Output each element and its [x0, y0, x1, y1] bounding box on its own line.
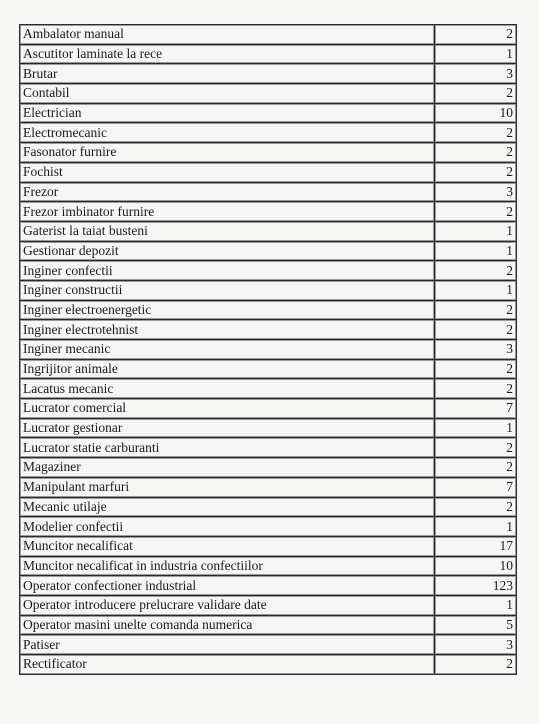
- positions-count-cell: 2: [435, 438, 517, 458]
- occupation-cell: Muncitor necalificat in industria confectiilor: [20, 556, 435, 576]
- occupation-cell: Fochist: [20, 162, 435, 182]
- occupation-cell: Ambalator manual: [20, 25, 435, 45]
- occupation-cell: Lucrator gestionar: [20, 418, 435, 438]
- positions-count-cell: 1: [435, 44, 517, 64]
- positions-count-cell: 123: [435, 576, 517, 596]
- table-row: [20, 221, 517, 241]
- table-row: [20, 497, 517, 517]
- occupation-cell: Brutar: [20, 64, 435, 84]
- table-row: [20, 103, 517, 123]
- table-row: [20, 536, 517, 556]
- table-row: [20, 143, 517, 163]
- table-row: [20, 359, 517, 379]
- occupation-cell: Ingrijitor animale: [20, 359, 435, 379]
- table-row: [20, 655, 517, 675]
- positions-count-cell: 2: [435, 300, 517, 320]
- occupation-cell: Electromecanic: [20, 123, 435, 143]
- positions-count-cell: 2: [435, 25, 517, 45]
- positions-count-cell: 17: [435, 536, 517, 556]
- table-row: [20, 576, 517, 596]
- positions-count-cell: 3: [435, 64, 517, 84]
- occupation-cell: Inginer electroenergetic: [20, 300, 435, 320]
- positions-count-cell: 2: [435, 162, 517, 182]
- table-row: [20, 202, 517, 222]
- positions-count-cell: 10: [435, 556, 517, 576]
- occupation-cell: Inginer mecanic: [20, 340, 435, 360]
- table-row: [20, 300, 517, 320]
- table-row: [20, 64, 517, 84]
- occupation-cell: Contabil: [20, 84, 435, 104]
- occupation-cell: Muncitor necalificat: [20, 536, 435, 556]
- positions-count-cell: 3: [435, 635, 517, 655]
- occupation-cell: Lucrator statie carburanti: [20, 438, 435, 458]
- positions-count-cell: 2: [435, 84, 517, 104]
- positions-count-cell: 2: [435, 497, 517, 517]
- table-row: [20, 418, 517, 438]
- table-row: [20, 320, 517, 340]
- table-body: [20, 25, 517, 675]
- occupation-cell: Inginer constructii: [20, 280, 435, 300]
- table-row: [20, 556, 517, 576]
- table-row: [20, 379, 517, 399]
- occupation-cell: Mecanic utilaje: [20, 497, 435, 517]
- positions-count-cell: 1: [435, 517, 517, 537]
- occupation-cell: Fasonator furnire: [20, 143, 435, 163]
- table-row: [20, 477, 517, 497]
- table-row: [20, 44, 517, 64]
- occupation-cell: Operator introducere prelucrare validare date: [20, 595, 435, 615]
- occupation-cell: Frezor imbinator furnire: [20, 202, 435, 222]
- occupation-cell: Gestionar depozit: [20, 241, 435, 261]
- occupation-cell: Frezor: [20, 182, 435, 202]
- table-row: [20, 241, 517, 261]
- job-openings-table: [19, 24, 517, 675]
- table-row: [20, 615, 517, 635]
- positions-count-cell: 2: [435, 143, 517, 163]
- table-row: [20, 261, 517, 281]
- table-row: [20, 399, 517, 419]
- table-row: [20, 458, 517, 478]
- occupation-cell: Lucrator comercial: [20, 399, 435, 419]
- positions-count-cell: 2: [435, 123, 517, 143]
- positions-count-cell: 1: [435, 280, 517, 300]
- positions-count-cell: 1: [435, 418, 517, 438]
- table-row: [20, 182, 517, 202]
- positions-count-cell: 1: [435, 595, 517, 615]
- positions-count-cell: 10: [435, 103, 517, 123]
- occupation-cell: Operator masini unelte comanda numerica: [20, 615, 435, 635]
- occupation-cell: Inginer confectii: [20, 261, 435, 281]
- table-row: [20, 280, 517, 300]
- positions-count-cell: 2: [435, 359, 517, 379]
- occupation-cell: Lacatus mecanic: [20, 379, 435, 399]
- positions-count-cell: 2: [435, 202, 517, 222]
- occupation-cell: Rectificator: [20, 655, 435, 675]
- occupation-cell: Inginer electrotehnist: [20, 320, 435, 340]
- positions-count-cell: 1: [435, 221, 517, 241]
- occupation-cell: Operator confectioner industrial: [20, 576, 435, 596]
- occupation-cell: Manipulant marfuri: [20, 477, 435, 497]
- positions-count-cell: 2: [435, 655, 517, 675]
- occupation-cell: Electrician: [20, 103, 435, 123]
- table-row: [20, 438, 517, 458]
- occupation-cell: Ascutitor laminate la rece: [20, 44, 435, 64]
- table-row: [20, 595, 517, 615]
- positions-count-cell: 3: [435, 340, 517, 360]
- table-row: [20, 123, 517, 143]
- positions-count-cell: 3: [435, 182, 517, 202]
- positions-count-cell: 2: [435, 320, 517, 340]
- positions-count-cell: 5: [435, 615, 517, 635]
- table-row: [20, 84, 517, 104]
- positions-count-cell: 7: [435, 477, 517, 497]
- positions-count-cell: 2: [435, 379, 517, 399]
- occupation-cell: Magaziner: [20, 458, 435, 478]
- occupation-cell: Gaterist la taiat busteni: [20, 221, 435, 241]
- occupation-cell: Patiser: [20, 635, 435, 655]
- table-row: [20, 162, 517, 182]
- occupation-cell: Modelier confectii: [20, 517, 435, 537]
- positions-count-cell: 7: [435, 399, 517, 419]
- table-row: [20, 25, 517, 45]
- positions-count-cell: 2: [435, 261, 517, 281]
- positions-count-cell: 1: [435, 241, 517, 261]
- table-row: [20, 635, 517, 655]
- positions-count-cell: 2: [435, 458, 517, 478]
- table-row: [20, 340, 517, 360]
- table-row: [20, 517, 517, 537]
